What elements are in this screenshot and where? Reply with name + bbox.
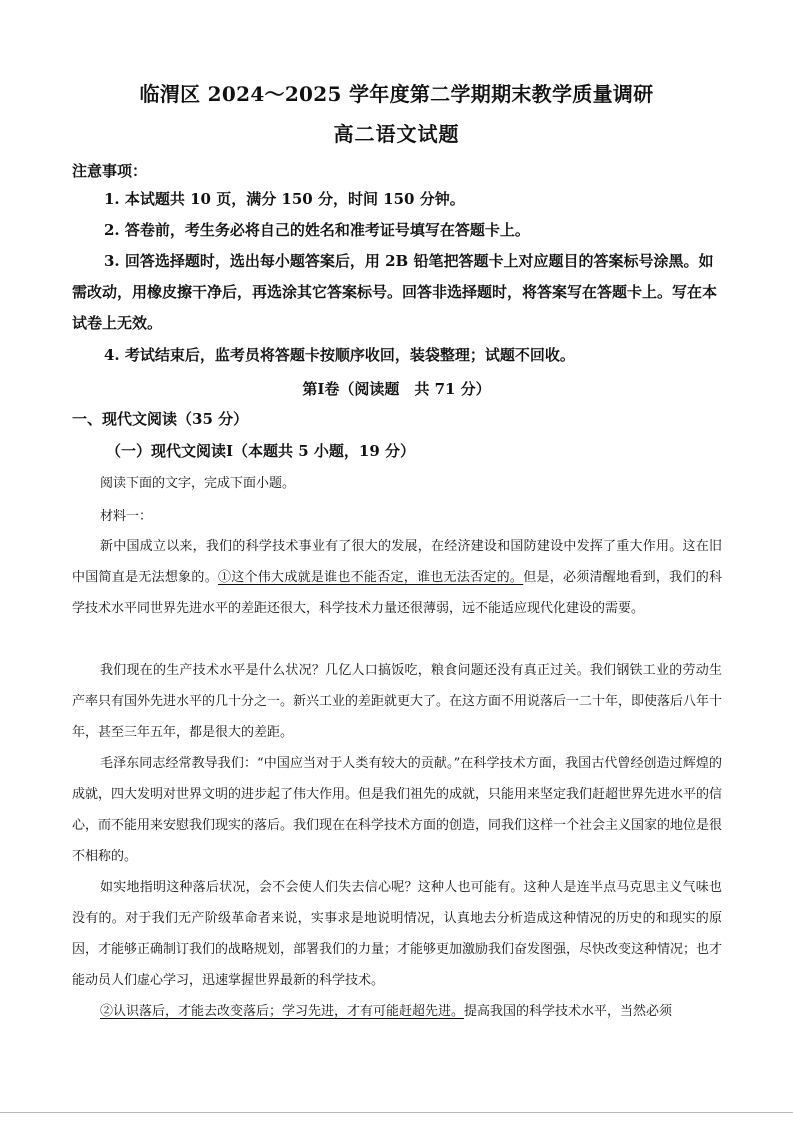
underlined-sentence-2: ②认识落后，才能去改变落后；学习先进，才有可能赶超先进。 [100, 1004, 465, 1019]
notice-item-2: 2. 答卷前，考生务必将自己的姓名和准考证号填写在答题卡上。 [104, 221, 530, 239]
paragraph-1-text-a: 新中国成立以来，我们的科学技术事业有了很大的发展，在经济建设和国防建设中发挥了重大作用。这在旧中国简直是无法想象的。 [72, 539, 722, 585]
paragraph-3: 毛泽东同志经常教导我们：“中国应当对于人类有较大的贡献。”在科学技术方面，我国古代曾经创造过辉煌的成就，四大发明对世界文明的进步起了伟大作用。但是我们祖先的成就，只能用来坚定我们赶超世界先进水平的信心，而不能用来安慰我们现实的落后。我们现在在科学技术方面的创造，同我们这样一个社会主义国家的地位是很不相称的。 [72, 756, 723, 864]
underlined-sentence-1: ①这个伟大成就是谁也不能否定，谁也无法否定的。 [217, 570, 524, 585]
paragraph-5 [72, 996, 722, 1027]
notice-item-3: 3. 回答选择题时，选出每小题答案后，用 2B 铅笔把答题卡上对应题目的答案标号涂黑。如需改动，用橡皮擦干净后，再选涂其它答案标号。回答非选择题时，将答案写在答题卡上。写在本试卷上无效。 [72, 252, 718, 332]
material-label: 材料一： [100, 509, 153, 524]
paragraph-4: 如实地指明这种落后状况，会不会使人们失去信心呢？这种人也可能有。这种人是连半点马克思主义气味也没有的。对于我们无产阶级革命者来说，实事求是地说明情况，认真地去分析造成这种情况的历史的和现实的原因，才能够正确制订我们的战略规划，部署我们的力量；才能够更加激励我们奋发图强，尽快改变这种情况；也才能动员人们虚心学习，迅速掌握世界最新的科学技术。 [72, 880, 723, 988]
volume-title: 第Ⅰ卷（阅读题 共 71 分） [302, 380, 491, 398]
exam-subtitle: 高二语文试题 [333, 122, 460, 146]
notice-item-4: 4. 考试结束后，监考员将答题卡按顺序收回，装袋整理；试题不回收。 [104, 346, 575, 364]
reading-instruction: 阅读下面的文字，完成下面小题。 [100, 476, 296, 491]
paragraph-2: 我们现在的生产技术水平是什么状况？几亿人口搞饭吃，粮食问题还没有真正过关。我们钢铁工业的劳动生产率只有国外先进水平的几十分之一。新兴工业的差距就更大了。在这方面不用说落后一二十年，即使落后八年十年，甚至三年五年，都是很大的差距。 [72, 663, 723, 740]
notice-item-1: 1. 本试题共 10 页，满分 150 分，时间 150 分钟。 [104, 190, 465, 208]
section-title: 一、现代文阅读（35 分） [72, 410, 249, 428]
paragraph-1-text-b: 但是，必须清醒地看到，我们的科学技术水平同世界先进水平的差距还很大，科学技术力量还很薄弱，远不能适应现代化建设的需要。 [72, 570, 722, 616]
subsection-title: （一）现代文阅读Ⅰ（本题共 5 小题，19 分） [106, 442, 415, 460]
paragraph-5-text-b: 提高我国的科学技术水平，当然必须 [464, 1004, 673, 1019]
exam-title: 临渭区 2024～2025 学年度第二学期期末教学质量调研 [139, 82, 654, 106]
page-bottom-divider [0, 1112, 793, 1113]
notice-heading: 注意事项： [72, 162, 148, 180]
paragraph-1 [72, 531, 722, 624]
